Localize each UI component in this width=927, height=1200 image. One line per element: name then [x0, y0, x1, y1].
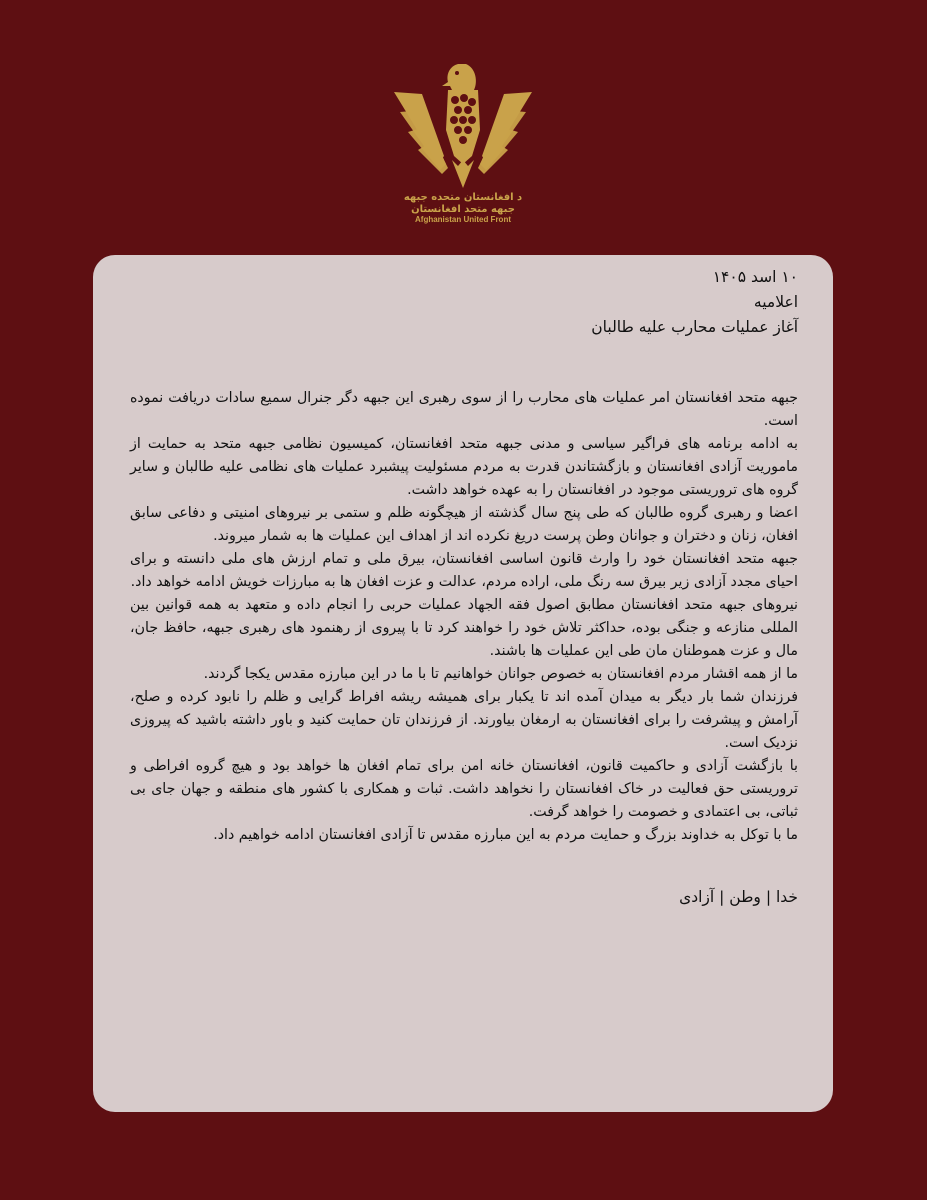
statement-title: آغاز عملیات محارب علیه طالبان	[591, 318, 798, 336]
eagle-emblem-icon	[388, 60, 538, 190]
paragraph-9: ما با توکل به خداوند بزرگ و حمایت مردم به این مبارزه مقدس تا آزادی افغانستان ادامه خواهیم داد.	[213, 827, 798, 843]
paragraph-2: به ادامه برنامه های فراگیر سیاسی و مدنی جبهه متحد افغانستان، کمیسیون نظامی جبهه متحد به حمایت از ماموریت آزادی افغانستان و بازگشتاندن قدرت به مردم مسئولیت پیشبرد عملیات های نظامی علیه طالبان و سایر گروه های تروریستی موجود در افغانستان را به عهده خواهد داشت.	[130, 436, 798, 498]
paragraph-6: ما از همه اقشار مردم افغانستان به خصوص جوانان خواهانیم تا با ما در این مبارزه مقدس یکجا گردند.	[203, 666, 798, 682]
paragraph-1: جبهه متحد افغانستان امر عملیات های محارب را از سوی رهبری این جبهه دگر جنرال سمیع سادات دریافت نموده است.	[130, 390, 798, 429]
logo-english-name: Afghanistan United Front	[415, 215, 511, 224]
paragraph-3: اعضا و رهبری گروه طالبان که طی پنج سال گذشته از هیچگونه ظلم و ستمی بر نیروهای امنیتی و دفاعی سابق افغان، زنان و دختران و جوانان وطن پرست دریغ نکرده اند از اهداف این عملیات ها به شمار میروند.	[130, 505, 798, 544]
statement-date: ۱۰ اسد ۱۴۰۵	[712, 268, 798, 286]
paragraph-8: با بازگشت آزادی و حاکمیت قانون، افغانستان خانه امن برای تمام افغان ها خواهد بود و هیچ گروه افراطی و تروریستی حق فعالیت در خاک افغانستان را نخواهد داشت. ثبات و همکاری با کشور های منطقه و جهان جای بی ثباتی، بی اعتمادی و خصومت را خواهد گرفت.	[130, 758, 798, 820]
statement-label: اعلامیه	[753, 293, 798, 311]
paragraph-7: فرزندان شما بار دیگر به میدان آمده اند تا یکبار برای همیشه ریشه افراط گرایی و ظلم را نابود کرده و صلح، آرامش و پیشرفت را برای افغانستان به ارمغان بیاورند. از فرزندان تان حمایت کنید و باور داشته باشید که پیروزی نزدیک است.	[130, 689, 798, 751]
header-spacer	[130, 340, 798, 387]
footer-motto: خدا | وطن | آزادی	[679, 888, 798, 906]
paragraph-5: نیروهای جبهه متحد افغانستان مطابق اصول فقه الجهاد عملیات حربی را انجام داده و متعهد به همه قوانین بین المللی منازعه و جنگی بوده، حداکثر تلاش خود را خواهند کرد تا با پیروی از رهنمود های رهبری جبهه، حافظ جان، مال و عزت هموطنان مان طی این عملیات ها باشند.	[130, 597, 798, 659]
paragraph-4: جبهه متحد افغانستان خود را وارث قانون اساسی افغانستان، بیرق ملی و تمام ارزش های ملی دانسته و برای احیای مجدد آزادی زیر بیرق سه رنگ ملی، اراده مردم، عدالت و عزت افغان ها به مبارزات خویش ادامه خواهد داد.	[130, 551, 798, 590]
statement-content	[130, 265, 798, 926]
afghanistan-united-front-logo	[383, 60, 543, 240]
logo-dari-name: جبهه متحد افغانستان	[411, 203, 515, 215]
logo-pashto-name: د افغانستان متحده جبهه	[403, 192, 523, 203]
